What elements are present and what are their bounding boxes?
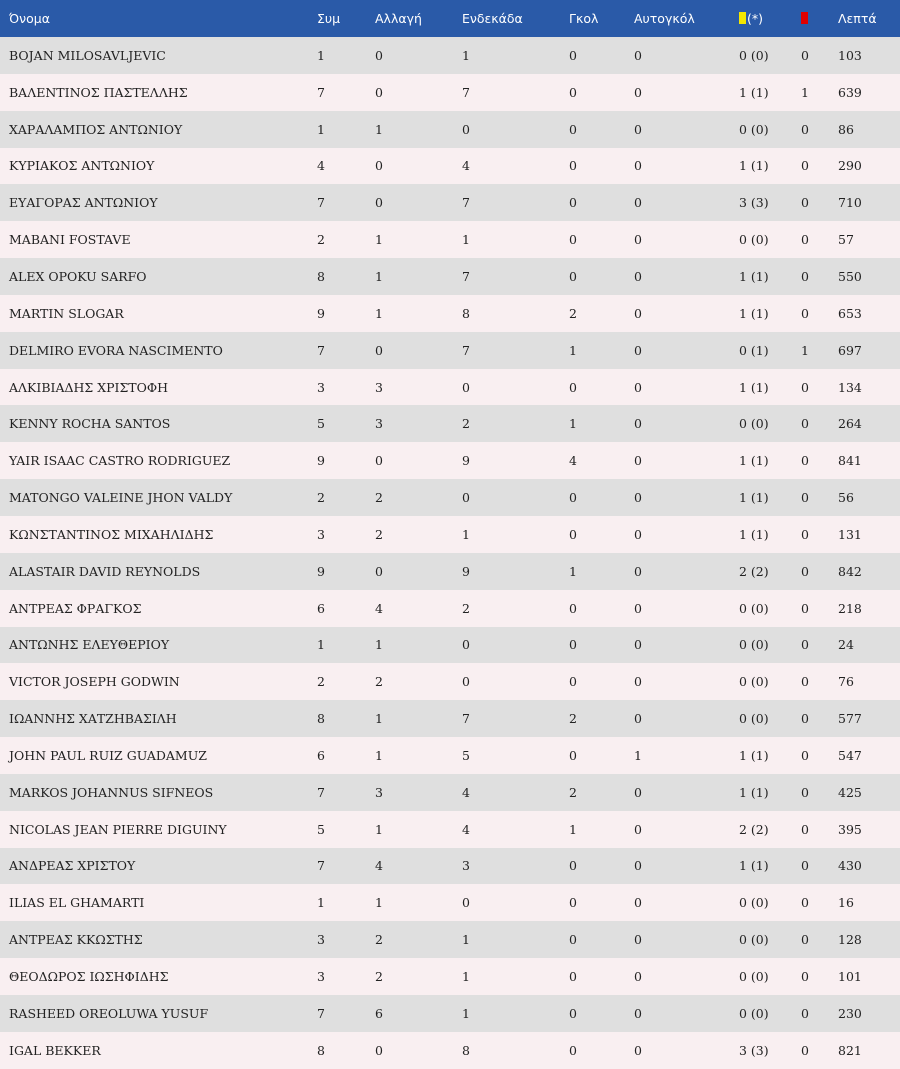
table-row	[0, 332, 900, 369]
cell-subs: 1	[375, 747, 383, 763]
cell-player-name[interactable]: ΑΛΚΙΒΙΑΔΗΣ ΧΡΙΣΤΟΦΗ	[9, 379, 169, 395]
cell-apps: 7	[317, 342, 325, 358]
cell-goals: 2	[569, 711, 577, 727]
header-starts[interactable]: Ενδεκάδα	[462, 11, 523, 26]
cell-apps: 1	[317, 637, 325, 653]
cell-red-cards: 0	[801, 490, 809, 506]
cell-goals: 1	[569, 821, 577, 837]
cell-minutes: 697	[838, 342, 862, 358]
cell-player-name[interactable]: ΚΩΝΣΤΑΝΤΙΝΟΣ ΜΙΧΑΗΛΙΔΗΣ	[9, 526, 214, 542]
cell-own-goals: 0	[634, 453, 642, 469]
cell-starts: 9	[462, 563, 470, 579]
cell-minutes: 577	[838, 711, 862, 727]
cell-subs: 0	[375, 84, 383, 100]
cell-yellow-cards: 1 (1)	[739, 84, 769, 100]
cell-yellow-cards: 1 (1)	[739, 526, 769, 542]
cell-starts: 2	[462, 600, 470, 616]
cell-apps: 3	[317, 379, 325, 395]
cell-subs: 2	[375, 932, 383, 948]
cell-yellow-cards: 2 (2)	[739, 563, 769, 579]
cell-goals: 4	[569, 453, 577, 469]
cell-apps: 8	[317, 711, 325, 727]
cell-red-cards: 1	[801, 84, 809, 100]
cell-apps: 5	[317, 416, 325, 432]
cell-goals: 0	[569, 858, 577, 874]
header-goals[interactable]: Γκολ	[569, 11, 599, 26]
cell-red-cards: 0	[801, 268, 809, 284]
table-row	[0, 369, 900, 406]
table-row	[0, 995, 900, 1032]
cell-own-goals: 0	[634, 379, 642, 395]
cell-starts: 8	[462, 1042, 470, 1058]
cell-starts: 1	[462, 232, 470, 248]
cell-red-cards: 0	[801, 453, 809, 469]
cell-subs: 0	[375, 47, 383, 63]
cell-subs: 1	[375, 821, 383, 837]
cell-starts: 1	[462, 932, 470, 948]
cell-goals: 0	[569, 674, 577, 690]
cell-yellow-cards: 0 (0)	[739, 1005, 769, 1021]
cell-player-name[interactable]: ΚΥΡΙΑΚΟΣ ΑΝΤΩΝΙΟΥ	[9, 158, 155, 174]
cell-own-goals: 0	[634, 637, 642, 653]
cell-starts: 0	[462, 637, 470, 653]
cell-goals: 0	[569, 84, 577, 100]
cell-subs: 1	[375, 895, 383, 911]
cell-own-goals: 0	[634, 674, 642, 690]
cell-yellow-cards: 1 (1)	[739, 490, 769, 506]
cell-minutes: 16	[838, 895, 854, 911]
cell-goals: 0	[569, 895, 577, 911]
cell-apps: 7	[317, 1005, 325, 1021]
cell-subs: 6	[375, 1005, 383, 1021]
cell-player-name[interactable]: ΕΥΑΓΟΡΑΣ ΑΝΤΩΝΙΟΥ	[9, 195, 158, 211]
cell-subs: 0	[375, 158, 383, 174]
cell-red-cards: 0	[801, 895, 809, 911]
cell-red-cards: 0	[801, 932, 809, 948]
yellow-card-icon	[739, 12, 746, 24]
cell-red-cards: 0	[801, 526, 809, 542]
header-own-goals[interactable]: Αυτογκόλ	[634, 11, 695, 26]
cell-minutes: 134	[838, 379, 862, 395]
cell-player-name[interactable]: YAIR ISAAC CASTRO RODRIGUEZ	[9, 453, 231, 469]
cell-red-cards: 0	[801, 969, 809, 985]
cell-player-name[interactable]: NICOLAS JEAN PIERRE DIGUINY	[9, 821, 227, 837]
cell-red-cards: 0	[801, 784, 809, 800]
table-header-row	[0, 0, 900, 37]
cell-goals: 1	[569, 342, 577, 358]
cell-goals: 0	[569, 932, 577, 948]
cell-goals: 0	[569, 47, 577, 63]
header-subs[interactable]: Αλλαγή	[375, 11, 422, 26]
table-body	[0, 37, 900, 1069]
table-row	[0, 405, 900, 442]
header-yellow-suffix: (*)	[747, 11, 764, 26]
cell-minutes: 103	[838, 47, 862, 63]
table-row	[0, 221, 900, 258]
cell-subs: 1	[375, 268, 383, 284]
cell-own-goals: 0	[634, 969, 642, 985]
cell-player-name[interactable]: BOJAN MILOSAVLJEVIC	[9, 47, 166, 63]
cell-yellow-cards: 3 (3)	[739, 1042, 769, 1058]
cell-yellow-cards: 0 (0)	[739, 932, 769, 948]
cell-own-goals: 0	[634, 47, 642, 63]
cell-starts: 7	[462, 342, 470, 358]
cell-yellow-cards: 0 (0)	[739, 674, 769, 690]
table-row	[0, 111, 900, 148]
cell-red-cards: 0	[801, 600, 809, 616]
table-row	[0, 442, 900, 479]
cell-yellow-cards: 2 (2)	[739, 821, 769, 837]
cell-subs: 1	[375, 637, 383, 653]
cell-goals: 2	[569, 784, 577, 800]
cell-subs: 2	[375, 969, 383, 985]
table-row	[0, 737, 900, 774]
cell-yellow-cards: 1 (1)	[739, 305, 769, 321]
cell-player-name[interactable]: ΙΩΑΝΝΗΣ ΧΑΤΖΗΒΑΣΙΛΗ	[9, 711, 177, 727]
cell-own-goals: 0	[634, 1005, 642, 1021]
cell-starts: 9	[462, 453, 470, 469]
cell-goals: 0	[569, 526, 577, 542]
cell-goals: 0	[569, 490, 577, 506]
cell-apps: 6	[317, 600, 325, 616]
header-name[interactable]: Όνομα	[9, 11, 50, 26]
cell-player-name[interactable]: ΧΑΡΑΛΑΜΠΟΣ ΑΝΤΩΝΙΟΥ	[9, 121, 183, 137]
cell-starts: 1	[462, 47, 470, 63]
cell-minutes: 101	[838, 969, 862, 985]
cell-player-name[interactable]: KENNY ROCHA SANTOS	[9, 416, 171, 432]
cell-own-goals: 0	[634, 821, 642, 837]
cell-starts: 1	[462, 969, 470, 985]
cell-apps: 2	[317, 674, 325, 690]
cell-apps: 7	[317, 84, 325, 100]
cell-starts: 0	[462, 674, 470, 690]
cell-starts: 4	[462, 784, 470, 800]
cell-own-goals: 0	[634, 526, 642, 542]
cell-red-cards: 0	[801, 711, 809, 727]
cell-yellow-cards: 1 (1)	[739, 784, 769, 800]
cell-goals: 0	[569, 268, 577, 284]
cell-own-goals: 0	[634, 784, 642, 800]
cell-player-name[interactable]: ΑΝΤΡΕΑΣ ΚΚΩΣΤΗΣ	[9, 932, 143, 948]
cell-starts: 7	[462, 84, 470, 100]
cell-minutes: 639	[838, 84, 862, 100]
cell-red-cards: 0	[801, 637, 809, 653]
cell-yellow-cards: 0 (0)	[739, 600, 769, 616]
cell-player-name[interactable]: ΑΝΤΡΕΑΣ ΦΡΑΓΚΟΣ	[9, 600, 142, 616]
cell-goals: 0	[569, 969, 577, 985]
table-row	[0, 516, 900, 553]
cell-minutes: 395	[838, 821, 862, 837]
cell-starts: 0	[462, 895, 470, 911]
table-row	[0, 590, 900, 627]
cell-goals: 0	[569, 747, 577, 763]
cell-player-name[interactable]: ΑΝΤΩΝΗΣ ΕΛΕΥΘΕΡΙΟΥ	[9, 637, 170, 653]
table-row	[0, 148, 900, 185]
cell-yellow-cards: 1 (1)	[739, 158, 769, 174]
cell-player-name[interactable]: ALEX OPOKU SARFO	[9, 268, 147, 284]
cell-subs: 3	[375, 416, 383, 432]
cell-red-cards: 0	[801, 674, 809, 690]
header-red-cards[interactable]	[801, 0, 838, 37]
cell-own-goals: 0	[634, 195, 642, 211]
cell-subs: 3	[375, 379, 383, 395]
cell-apps: 7	[317, 858, 325, 874]
cell-minutes: 653	[838, 305, 862, 321]
cell-goals: 2	[569, 305, 577, 321]
cell-red-cards: 1	[801, 342, 809, 358]
cell-goals: 0	[569, 600, 577, 616]
cell-apps: 9	[317, 563, 325, 579]
cell-subs: 0	[375, 453, 383, 469]
cell-red-cards: 0	[801, 1042, 809, 1058]
cell-yellow-cards: 0 (0)	[739, 416, 769, 432]
cell-starts: 7	[462, 268, 470, 284]
cell-minutes: 430	[838, 858, 862, 874]
cell-minutes: 218	[838, 600, 862, 616]
cell-goals: 0	[569, 232, 577, 248]
cell-own-goals: 0	[634, 1042, 642, 1058]
red-card-icon	[801, 12, 808, 24]
cell-subs: 1	[375, 121, 383, 137]
cell-apps: 6	[317, 747, 325, 763]
table-row	[0, 848, 900, 885]
table-row	[0, 884, 900, 921]
cell-player-name[interactable]: ΘΕΟΔΩΡΟΣ ΙΩΣΗΦΙΔΗΣ	[9, 969, 169, 985]
header-yellow-cards[interactable]	[739, 0, 801, 37]
cell-apps: 4	[317, 158, 325, 174]
cell-own-goals: 0	[634, 858, 642, 874]
cell-player-name[interactable]: MATONGO VALEINE JHON VALDY	[9, 490, 233, 506]
cell-minutes: 547	[838, 747, 862, 763]
cell-subs: 2	[375, 674, 383, 690]
cell-apps: 1	[317, 47, 325, 63]
cell-player-name[interactable]: ΒΑΛΕΝΤΙΝΟΣ ΠΑΣΤΕΛΛΗΣ	[9, 84, 188, 100]
cell-player-name[interactable]: IGAL BEKKER	[9, 1042, 101, 1058]
table-row	[0, 663, 900, 700]
cell-own-goals: 0	[634, 268, 642, 284]
cell-yellow-cards: 1 (1)	[739, 268, 769, 284]
cell-apps: 7	[317, 784, 325, 800]
cell-red-cards: 0	[801, 121, 809, 137]
cell-apps: 9	[317, 453, 325, 469]
cell-red-cards: 0	[801, 47, 809, 63]
cell-player-name[interactable]: RASHEED OREOLUWA YUSUF	[9, 1005, 209, 1021]
cell-subs: 2	[375, 526, 383, 542]
cell-goals: 0	[569, 195, 577, 211]
cell-yellow-cards: 0 (0)	[739, 895, 769, 911]
cell-starts: 4	[462, 158, 470, 174]
cell-minutes: 842	[838, 563, 862, 579]
header-minutes[interactable]: Λεπτά	[838, 11, 877, 26]
cell-starts: 2	[462, 416, 470, 432]
cell-goals: 0	[569, 379, 577, 395]
cell-player-name[interactable]: MARTIN SLOGAR	[9, 305, 124, 321]
cell-yellow-cards: 1 (1)	[739, 453, 769, 469]
cell-minutes: 56	[838, 490, 854, 506]
cell-minutes: 131	[838, 526, 862, 542]
table-row	[0, 921, 900, 958]
table-row	[0, 553, 900, 590]
cell-own-goals: 0	[634, 342, 642, 358]
cell-red-cards: 0	[801, 563, 809, 579]
table-row	[0, 258, 900, 295]
cell-starts: 0	[462, 490, 470, 506]
cell-minutes: 841	[838, 453, 862, 469]
cell-own-goals: 0	[634, 490, 642, 506]
table-row	[0, 774, 900, 811]
cell-apps: 3	[317, 526, 325, 542]
cell-apps: 7	[317, 195, 325, 211]
cell-goals: 0	[569, 1042, 577, 1058]
cell-subs: 1	[375, 305, 383, 321]
cell-starts: 1	[462, 1005, 470, 1021]
cell-red-cards: 0	[801, 232, 809, 248]
cell-red-cards: 0	[801, 821, 809, 837]
cell-minutes: 128	[838, 932, 862, 948]
cell-apps: 3	[317, 932, 325, 948]
cell-own-goals: 1	[634, 747, 642, 763]
cell-own-goals: 0	[634, 121, 642, 137]
cell-red-cards: 0	[801, 379, 809, 395]
cell-apps: 3	[317, 969, 325, 985]
cell-minutes: 86	[838, 121, 854, 137]
cell-starts: 7	[462, 195, 470, 211]
cell-own-goals: 0	[634, 416, 642, 432]
cell-minutes: 24	[838, 637, 854, 653]
cell-yellow-cards: 1 (1)	[739, 858, 769, 874]
cell-player-name[interactable]: MABANI FOSTAVE	[9, 232, 131, 248]
cell-minutes: 290	[838, 158, 862, 174]
cell-minutes: 230	[838, 1005, 862, 1021]
cell-yellow-cards: 0 (0)	[739, 969, 769, 985]
cell-goals: 1	[569, 416, 577, 432]
cell-minutes: 57	[838, 232, 854, 248]
cell-red-cards: 0	[801, 416, 809, 432]
table-row	[0, 811, 900, 848]
cell-apps: 8	[317, 1042, 325, 1058]
cell-minutes: 821	[838, 1042, 862, 1058]
cell-player-name[interactable]: ALASTAIR DAVID REYNOLDS	[9, 563, 201, 579]
cell-yellow-cards: 1 (1)	[739, 747, 769, 763]
cell-yellow-cards: 0 (0)	[739, 121, 769, 137]
cell-starts: 5	[462, 747, 470, 763]
cell-yellow-cards: 3 (3)	[739, 195, 769, 211]
cell-own-goals: 0	[634, 84, 642, 100]
table-row	[0, 627, 900, 664]
cell-player-name[interactable]: VICTOR JOSEPH GODWIN	[9, 674, 180, 690]
cell-minutes: 425	[838, 784, 862, 800]
cell-starts: 0	[462, 379, 470, 395]
cell-subs: 4	[375, 858, 383, 874]
cell-apps: 1	[317, 121, 325, 137]
cell-apps: 5	[317, 821, 325, 837]
cell-goals: 0	[569, 121, 577, 137]
table-row	[0, 958, 900, 995]
table-row	[0, 74, 900, 111]
cell-red-cards: 0	[801, 858, 809, 874]
cell-minutes: 264	[838, 416, 862, 432]
cell-player-name[interactable]: DELMIRO EVORA NASCIMENTO	[9, 342, 223, 358]
cell-goals: 0	[569, 637, 577, 653]
cell-starts: 3	[462, 858, 470, 874]
cell-subs: 0	[375, 342, 383, 358]
cell-starts: 4	[462, 821, 470, 837]
table-row	[0, 37, 900, 74]
cell-red-cards: 0	[801, 158, 809, 174]
cell-own-goals: 0	[634, 600, 642, 616]
cell-yellow-cards: 0 (0)	[739, 637, 769, 653]
cell-yellow-cards: 0 (0)	[739, 232, 769, 248]
cell-player-name[interactable]: ΑΝΔΡΕΑΣ ΧΡΙΣΤΟΥ	[9, 858, 136, 874]
cell-yellow-cards: 0 (0)	[739, 711, 769, 727]
table-row	[0, 479, 900, 516]
cell-own-goals: 0	[634, 305, 642, 321]
cell-red-cards: 0	[801, 747, 809, 763]
cell-starts: 0	[462, 121, 470, 137]
cell-own-goals: 0	[634, 563, 642, 579]
cell-subs: 0	[375, 195, 383, 211]
cell-minutes: 76	[838, 674, 854, 690]
cell-goals: 1	[569, 563, 577, 579]
cell-apps: 2	[317, 490, 325, 506]
cell-starts: 1	[462, 526, 470, 542]
cell-yellow-cards: 0 (0)	[739, 47, 769, 63]
cell-apps: 2	[317, 232, 325, 248]
cell-yellow-cards: 0 (1)	[739, 342, 769, 358]
cell-starts: 8	[462, 305, 470, 321]
cell-apps: 9	[317, 305, 325, 321]
cell-subs: 3	[375, 784, 383, 800]
table-row	[0, 295, 900, 332]
table-row	[0, 700, 900, 737]
cell-own-goals: 0	[634, 232, 642, 248]
cell-apps: 1	[317, 895, 325, 911]
cell-own-goals: 0	[634, 158, 642, 174]
cell-player-name[interactable]: JOHN PAUL RUIZ GUADAMUZ	[9, 747, 207, 763]
cell-red-cards: 0	[801, 195, 809, 211]
cell-minutes: 710	[838, 195, 862, 211]
cell-subs: 0	[375, 1042, 383, 1058]
cell-own-goals: 0	[634, 895, 642, 911]
cell-subs: 4	[375, 600, 383, 616]
cell-red-cards: 0	[801, 1005, 809, 1021]
cell-subs: 1	[375, 232, 383, 248]
cell-starts: 7	[462, 711, 470, 727]
cell-goals: 0	[569, 158, 577, 174]
cell-subs: 2	[375, 490, 383, 506]
cell-player-name[interactable]: MARKOS JOHANNUS SIFNEOS	[9, 784, 214, 800]
cell-red-cards: 0	[801, 305, 809, 321]
cell-yellow-cards: 1 (1)	[739, 379, 769, 395]
cell-subs: 0	[375, 563, 383, 579]
cell-own-goals: 0	[634, 711, 642, 727]
table-row	[0, 1032, 900, 1069]
cell-player-name[interactable]: ILIAS EL GHAMARTI	[9, 895, 145, 911]
table-row	[0, 184, 900, 221]
cell-subs: 1	[375, 711, 383, 727]
cell-goals: 0	[569, 1005, 577, 1021]
header-apps[interactable]: Συμ	[317, 11, 341, 26]
cell-minutes: 550	[838, 268, 862, 284]
cell-own-goals: 0	[634, 932, 642, 948]
cell-apps: 8	[317, 268, 325, 284]
